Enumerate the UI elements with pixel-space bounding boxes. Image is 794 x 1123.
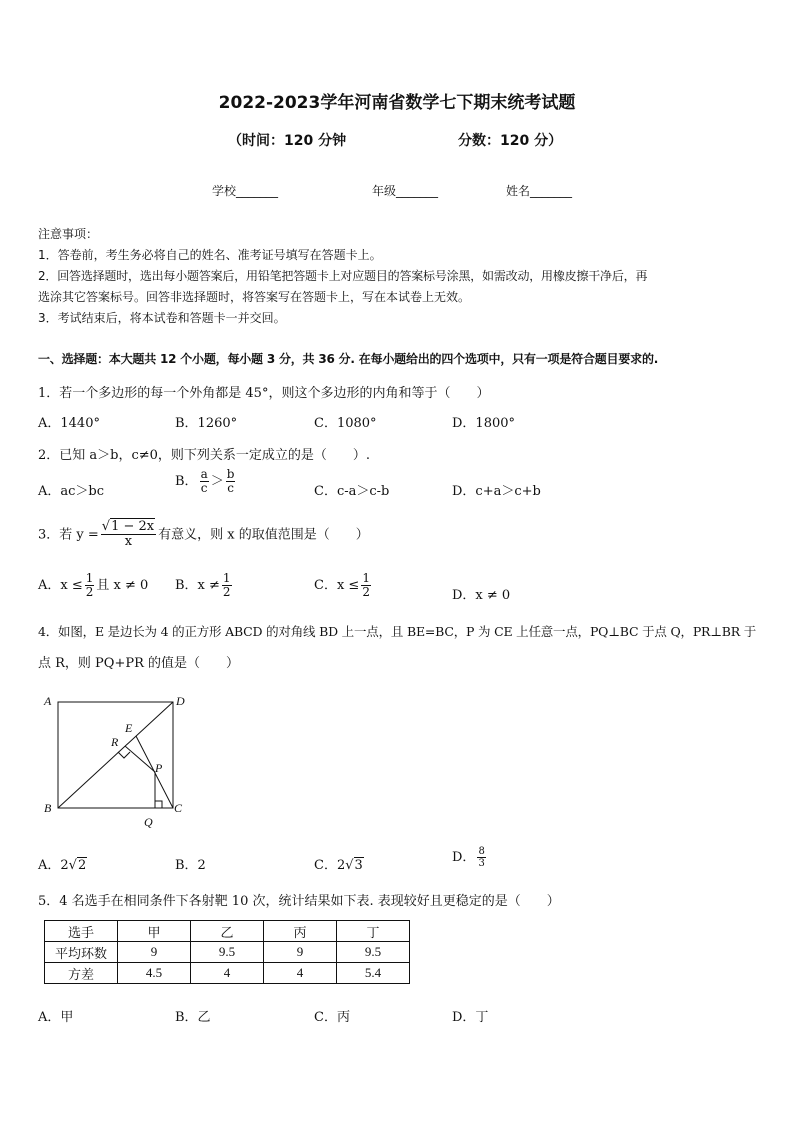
q3-den: x [124, 534, 133, 550]
q1-stem: 1．若一个多边形的每一个外角都是 45°，则这个多边形的内角和等于（ ） [38, 386, 490, 401]
q4-option-c: C．2√3 [314, 858, 363, 873]
shooting-results-table [44, 920, 410, 984]
q2-option-c: C．c-a＞c-b [314, 484, 390, 499]
q4-d-den: 3 [478, 858, 485, 869]
label-e: E [125, 721, 133, 735]
q2-b-num2: b [226, 467, 235, 481]
label-r: R [111, 735, 119, 749]
note-1: 1．答卷前，考生务必将自己的姓名、准考证号填写在答题卡上。 [38, 248, 382, 262]
q4-stem-line2: 点 R，则 PQ+PR 的值是（ ） [38, 656, 240, 671]
q2-option-b-prefix: B． [175, 474, 198, 490]
right-angle-q [155, 801, 162, 808]
notes-heading: 注意事项： [38, 227, 99, 241]
exam-title: 2022-2023学年河南省数学七下期末统考试题 [218, 93, 576, 113]
q3-a-num: 1 [85, 571, 94, 585]
q4-option-d [452, 846, 488, 869]
q4-d-num: 8 [478, 846, 485, 857]
q2-option-b [175, 468, 237, 495]
label-b: B [44, 801, 52, 815]
table-cell: 4 [191, 963, 264, 984]
q4-a-prefix: A．2 [38, 858, 69, 873]
q4-option-b: B．2 [175, 858, 206, 873]
table-cell: 9.5 [337, 942, 410, 963]
note-2b: 选涂其它答案标号。回答非选择题时，将答案写在答题卡上，写在本试卷上无效。 [38, 290, 471, 304]
q3-option-c [314, 572, 373, 599]
q2-b-den2: c [227, 481, 234, 496]
q3-b-num: 1 [222, 571, 231, 585]
note-3: 3．考试结束后，将本试卷和答题卡一并交回。 [38, 311, 286, 325]
label-p: P [155, 761, 163, 775]
q4-c-prefix: C．2 [314, 858, 346, 873]
table-header-cell: 丙 [264, 921, 337, 942]
table-header-row [45, 921, 410, 942]
table-header-cell: 选手 [45, 921, 118, 942]
q1-option-a: A．1440° [38, 416, 100, 431]
q4-c-radicand: 3 [354, 858, 363, 873]
q3-a-suffix: 且 x ≠ 0 [96, 578, 149, 594]
time-label: （时间：120 分钟 [228, 133, 347, 149]
table-row [45, 963, 410, 984]
table-cell: 4 [264, 963, 337, 984]
note-2a: 2．回答选择题时，选出每小题答案后，用铅笔把答题卡上对应题目的答案标号涂黑，如需改动，用橡皮擦干净后，再 [38, 269, 648, 283]
q3-option-a [38, 572, 148, 599]
grade-field: 年级_______ [372, 184, 439, 198]
q3-stem: 3．若 y = $\frac{√1 - 2x}{x}$ 有意义，则 x 的取值范围是（ ） [38, 519, 369, 550]
q3-c-num: 1 [362, 571, 370, 585]
section-1-heading: 一、选择题：本大题共 12 个小题，每小题 3 分，共 36 分. 在每小题给出的四个选项中，只有一项是符合题目要求的. [38, 352, 659, 366]
q4-a-radicand: 2 [77, 858, 87, 873]
q5-option-d: D．丁 [452, 1010, 489, 1025]
q3-a-prefix: A．x ≤ [38, 578, 83, 594]
table-cell: 5.4 [337, 963, 410, 984]
table-cell: 平均环数 [45, 942, 118, 963]
q4-option-a: A．2√2 [38, 858, 87, 873]
q5-option-a: A．甲 [38, 1010, 74, 1025]
q5-stem: 5．4 名选手在相同条件下各射靶 10 次，统计结果如下表. 表现较好且更稳定的是（ ） [38, 894, 560, 909]
q3-stem-prefix: 3．若 y = [38, 527, 99, 543]
table-cell: 9 [264, 942, 337, 963]
table-row [45, 942, 410, 963]
name-field: 姓名_______ [506, 184, 573, 198]
table-header-cell: 甲 [118, 921, 191, 942]
q2-option-d: D．c+a＞c+b [452, 484, 541, 499]
q1-option-b: B．1260° [175, 416, 238, 431]
table-header-cell: 乙 [191, 921, 264, 942]
table-cell: 9.5 [191, 942, 264, 963]
q3-b-den: 2 [222, 585, 231, 600]
q3-stem-suffix: 有意义，则 x 的取值范围是（ ） [158, 527, 369, 543]
table-cell: 4.5 [118, 963, 191, 984]
label-d: D [176, 694, 185, 708]
q2-b-num1: a [200, 467, 208, 481]
q3-sqrt-expr: 1 − 2x [111, 519, 155, 534]
q3-c-prefix: C．x ≤ [314, 578, 360, 594]
label-q: Q [144, 815, 153, 829]
q1-option-c: C．1080° [314, 416, 377, 431]
table-header-cell: 丁 [337, 921, 410, 942]
q5-option-b: B．乙 [175, 1010, 211, 1025]
q3-a-den: 2 [85, 585, 94, 600]
square-geometry-figure [38, 690, 198, 836]
q3-c-den: 2 [362, 585, 370, 600]
table-cell: 9 [118, 942, 191, 963]
q1-option-d: D．1800° [452, 416, 516, 431]
diagonal-bd [58, 702, 173, 808]
segment-pr [125, 746, 155, 772]
q4-d-prefix: D． [452, 850, 476, 865]
q2-b-op: ＞ [210, 474, 224, 490]
score-label: 分数：120 分） [458, 133, 563, 149]
label-a: A [44, 694, 52, 708]
q3-b-prefix: B．x ≠ [175, 578, 220, 594]
q2-option-a: A．ac＞bc [38, 484, 105, 499]
school-field: 学校_______ [212, 184, 279, 198]
q3-option-d: D．x ≠ 0 [452, 588, 511, 603]
table-cell: 方差 [45, 963, 118, 984]
q3-option-b [175, 572, 234, 599]
q2-stem: 2．已知 a＞b，c≠0，则下列关系一定成立的是（ ）. [38, 448, 371, 463]
label-c: C [174, 801, 183, 815]
q5-option-c: C．丙 [314, 1010, 350, 1025]
q4-stem-line1: 4．如图，E 是边长为 4 的正方形 ABCD 的对角线 BD 上一点，且 BE=BC，P 为 CE 上任意一点，PQ⊥BC 于点 Q，PR⊥BR 于 [38, 624, 757, 639]
right-angle-r [118, 752, 130, 758]
q2-b-den1: c [200, 481, 208, 496]
